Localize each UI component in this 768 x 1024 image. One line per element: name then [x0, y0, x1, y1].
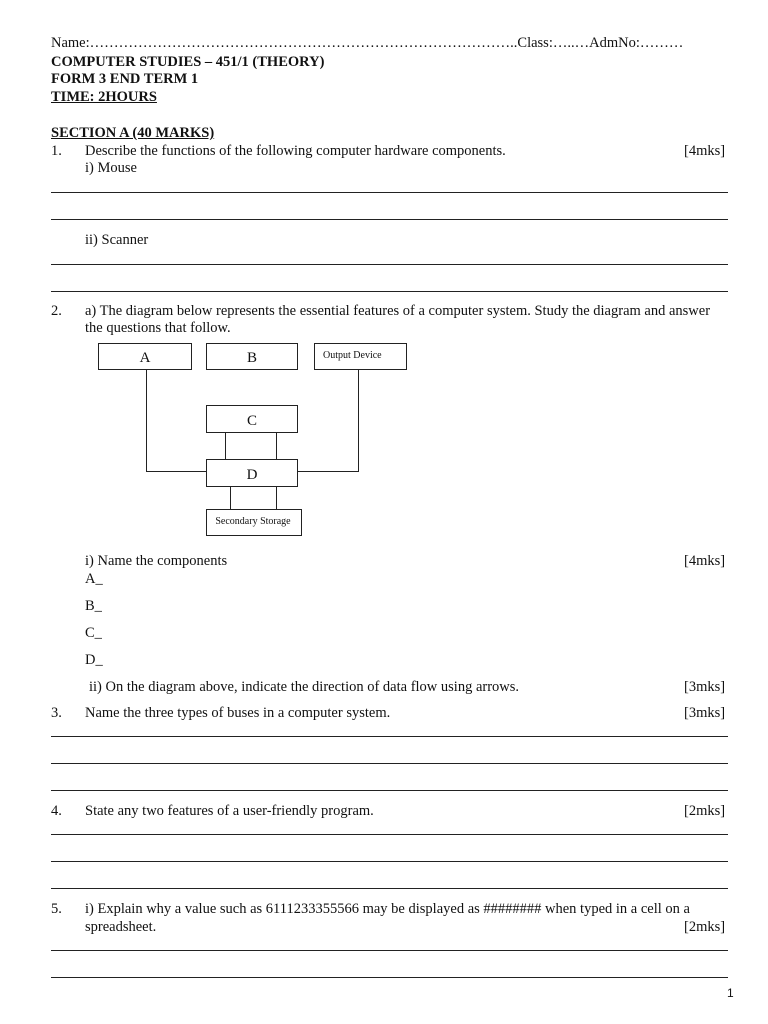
label-output-device: Output Device	[323, 350, 382, 361]
answer-line	[51, 790, 728, 791]
answer-line	[51, 736, 728, 737]
q1-part-ii: ii) Scanner	[85, 232, 149, 248]
q4-text: State any two features of a user-friendly program.	[85, 803, 374, 819]
q5-number: 5.	[51, 901, 62, 917]
q3-text: Name the three types of buses in a computer system.	[85, 705, 391, 721]
q2-part-i: i) Name the components	[85, 553, 228, 569]
answer-line	[51, 834, 728, 835]
q1-number: 1.	[51, 143, 62, 159]
answer-b: B_	[85, 598, 102, 614]
q2-text-line2: the questions that follow.	[85, 320, 231, 336]
q2-part-ii: ii) On the diagram above, indicate the direction of data flow using arrows.	[89, 679, 520, 695]
label-d: D	[246, 467, 258, 483]
page-number: 1	[727, 986, 734, 1000]
line-a-d	[147, 370, 207, 472]
q2-part-i-marks: [4mks]	[684, 553, 726, 569]
name-class-admno-line: Name:……………………………………………………………………………..Class:…..…AdmNo:………	[51, 35, 684, 51]
answer-line	[51, 763, 728, 764]
q2-part-ii-marks: [3mks]	[684, 679, 726, 695]
q3-number: 3.	[51, 705, 62, 721]
answer-line	[51, 861, 728, 862]
q5-text-line2: spreadsheet.	[85, 919, 157, 935]
q5-marks: [2mks]	[684, 919, 726, 935]
label-b: B	[246, 350, 258, 366]
line-d-output	[298, 370, 359, 472]
time-title: TIME: 2HOURS	[51, 89, 157, 105]
answer-c: C_	[85, 625, 102, 641]
q3-marks: [3mks]	[684, 705, 726, 721]
answer-d: D_	[85, 652, 103, 668]
q4-marks: [2mks]	[684, 803, 726, 819]
answer-line	[51, 888, 728, 889]
label-c: C	[246, 413, 258, 429]
q2-text-line1: a) The diagram below represents the essential features of a computer system. Study the diagram and answer	[85, 303, 711, 319]
answer-a: A_	[85, 571, 103, 587]
q1-text: Describe the functions of the following computer hardware components.	[85, 143, 506, 159]
q5-text-line1: i) Explain why a value such as 6111233355566 may be displayed as ######## when typed in a cell on a	[85, 901, 690, 917]
answer-line	[51, 950, 728, 951]
q4-number: 4.	[51, 803, 62, 819]
subject-title: COMPUTER STUDIES – 451/1 (THEORY)	[51, 54, 325, 70]
label-secondary-storage: Secondary Storage	[215, 516, 291, 527]
q2-number: 2.	[51, 303, 62, 319]
q1-part-i: i) Mouse	[85, 160, 137, 176]
form-title: FORM 3 END TERM 1	[51, 71, 199, 87]
label-a: A	[139, 350, 151, 366]
q1-marks: [4mks]	[684, 143, 726, 159]
answer-line	[51, 977, 728, 978]
section-title: SECTION A (40 MARKS)	[51, 125, 215, 141]
